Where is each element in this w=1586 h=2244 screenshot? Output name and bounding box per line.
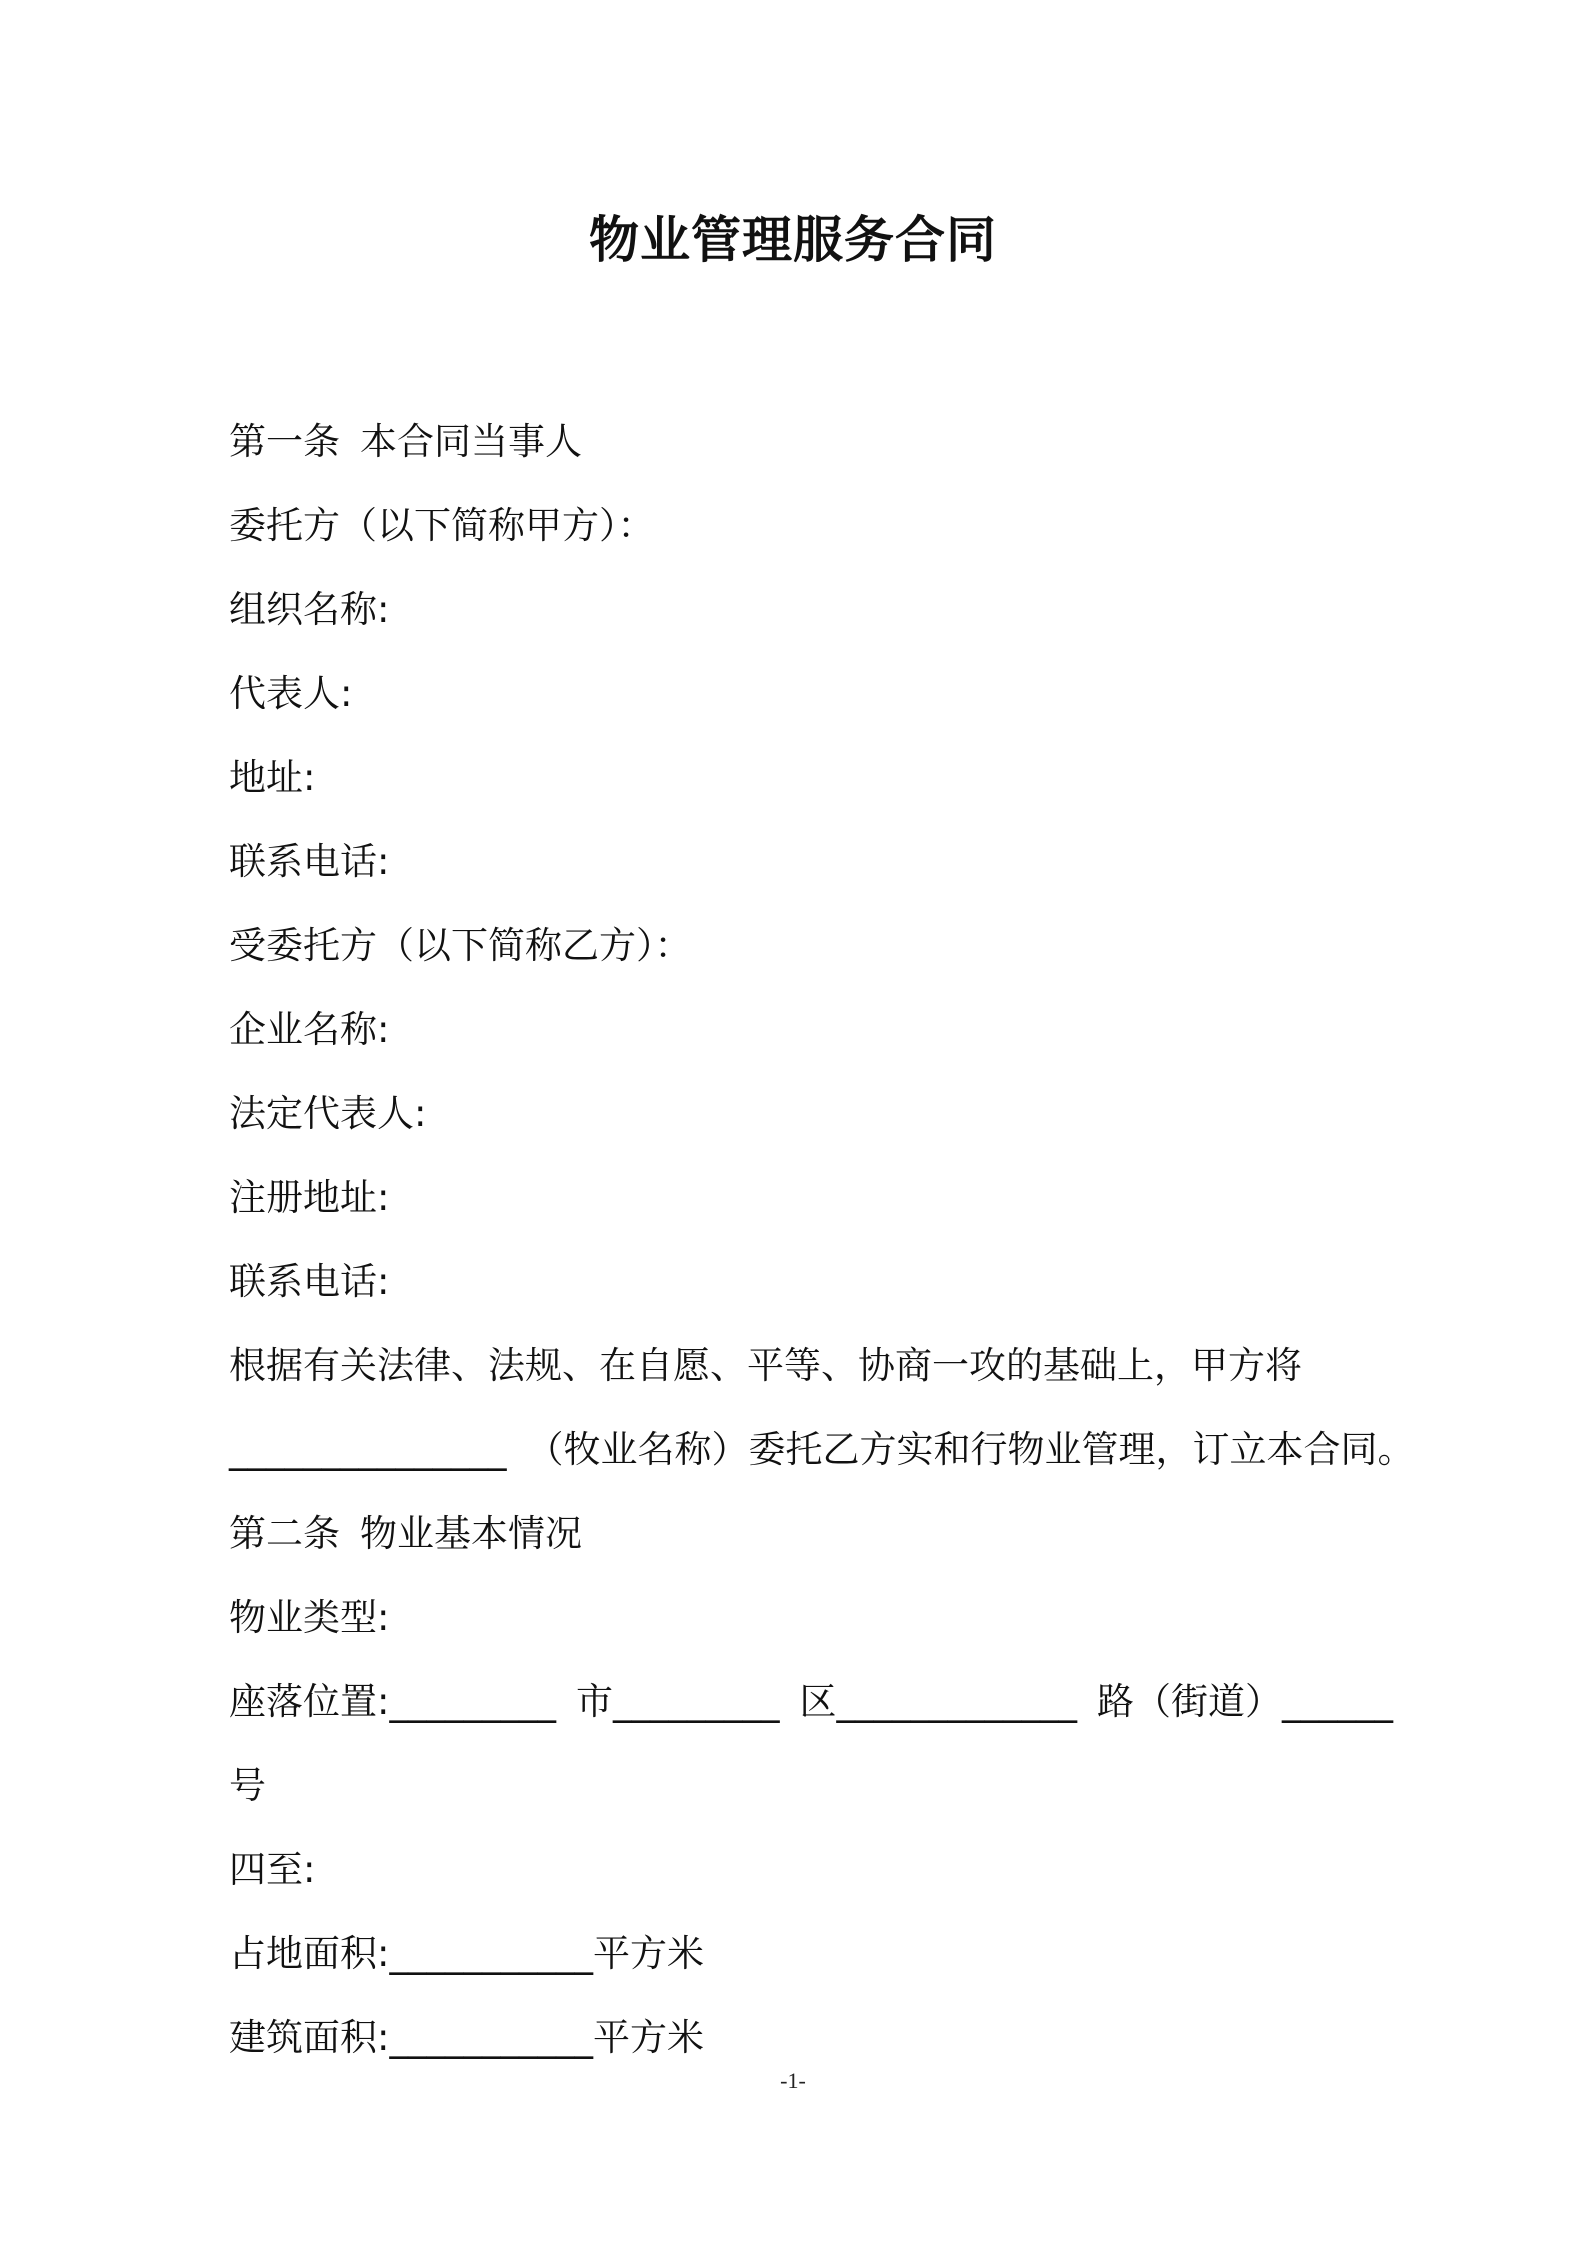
land-area-line: [229, 1912, 1459, 1996]
party-a-representative: 代表人:: [229, 672, 353, 715]
location-line: [229, 1660, 1459, 1744]
party-a-phone: 联系电话:: [229, 840, 390, 883]
location-road-label: 路（街道）: [1096, 1680, 1282, 1723]
party-a-org-name: 组织名称:: [229, 588, 390, 631]
location-district-label: 区: [799, 1680, 837, 1723]
basis-paragraph-line-1: 根据有关法律、法规、在自愿、平等、协商一攻的基础上，甲方将: [229, 1344, 1302, 1387]
basis-paragraph-line-2: [229, 1408, 1459, 1492]
article-heading-text: 物业基本情况: [360, 1512, 582, 1555]
party-b-registered-address: 注册地址:: [229, 1176, 390, 1219]
document-title: 物业管理服务合同: [589, 211, 997, 269]
boundaries: 四至:: [229, 1848, 316, 1891]
article-2-heading: [229, 1492, 1459, 1576]
party-b-phone: 联系电话:: [229, 1260, 390, 1303]
party-a-label: 委托方（以下简称甲方）：: [229, 504, 655, 547]
article-heading-text: 本合同当事人: [360, 420, 582, 463]
land-area-label: 占地面积:: [229, 1932, 390, 1975]
building-area-blank: ___________: [389, 2016, 593, 2059]
location-city-label: 市: [575, 1680, 613, 1723]
location-blank-3: _____________: [836, 1680, 1077, 1723]
basis-paragraph-text: （牧业名称）委托乙方实和行物业管理，订立本合同。: [526, 1428, 1415, 1471]
location-blank-2: _________: [612, 1680, 780, 1723]
location-label: 座落位置:: [229, 1680, 390, 1723]
building-area-unit: 平方米: [592, 2016, 704, 2059]
article-number: 第一条: [229, 420, 340, 463]
building-area-label: 建筑面积:: [229, 2016, 390, 2059]
land-area-blank: ___________: [389, 1932, 593, 1975]
property-type: 物业类型:: [229, 1596, 390, 1639]
location-blank-1: _________: [389, 1680, 556, 1723]
contract-body: [229, 400, 1459, 2080]
party-b-company-name: 企业名称:: [229, 1008, 390, 1051]
party-a-address: 地址:: [229, 756, 316, 799]
party-b-legal-representative: 法定代表人:: [229, 1092, 427, 1135]
article-1-heading: [229, 400, 1459, 484]
location-number-label: 号: [229, 1764, 266, 1807]
location-blank-4: ______: [1281, 1680, 1393, 1723]
land-area-unit: 平方米: [592, 1932, 704, 1975]
page-number: -1-: [780, 2068, 806, 2093]
party-b-label: 受委托方（以下简称乙方）：: [229, 924, 692, 967]
article-number: 第二条: [229, 1512, 340, 1555]
property-name-blank: _______________: [229, 1428, 507, 1471]
